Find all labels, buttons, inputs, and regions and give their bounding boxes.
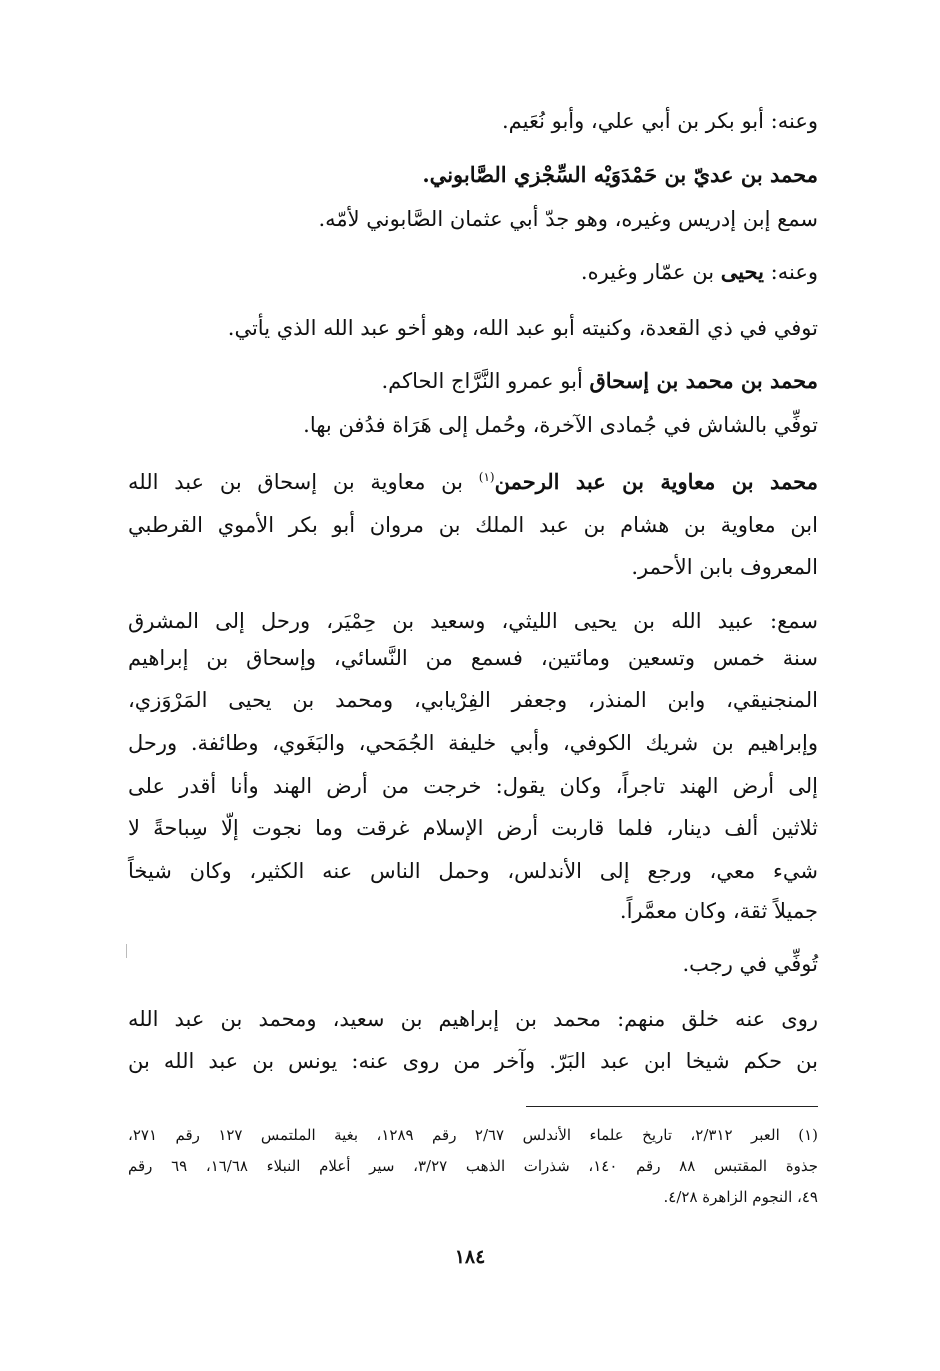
text-line-11: سمع: عبيد الله بن يحيى الليثي، وسعيد بن حِمْيَر، ورحل إلى المشرق: [128, 609, 818, 633]
entry-heading-ibn-adi: محمد بن عديّ بن حَمْدَوَيْه السِّجْزي الصَّابوني.: [422, 162, 818, 187]
text-line-19: تُوفِّي في رجب.: [682, 952, 818, 976]
footnote-line-2: جذوة المقتبس ٨٨ رقم ١٤٠، شذرات الذهب ٣/٢٧، سير أعلام النبلاء ١٦/٦٨، ٦٩ رقم: [128, 1157, 819, 1175]
text-line-14: وإبراهيم بن شريك الكوفي، وأبي خليفة الجُمَحي، والبَغَوي، وطائفة. ورحل: [128, 731, 818, 755]
footnote-divider: [526, 1106, 818, 1107]
entry-heading-ibn-muawiya: [128, 462, 818, 497]
footnote-line-3: ٤٩، النجوم الزاهرة ٤/٢٨.: [663, 1188, 818, 1206]
text-line-5: توفي في ذي القعدة، وكنيته أبو عبد الله، وهو أخو عبد الله الذي يأتي.: [227, 316, 818, 340]
text-line-16: ثلاثين ألف دينار، فلما قاربت أرض الإسلام غرقت وما نجوت إلّا سِباحةً لا: [128, 816, 818, 840]
text-line-20: روى عنه خلق منهم: محمد بن إبراهيم بن سعيد، ومحمد بن عبد الله: [128, 1007, 818, 1031]
text-line-4: [581, 257, 818, 287]
text-line-9: ابن معاوية بن هشام بن عبد الملك بن مروان أبو بكر الأموي القرطبي: [128, 513, 818, 537]
text-line-18: جميلاً ثقة، وكان معمَّراً.: [619, 899, 818, 923]
text-line-4-bold: يحيى: [720, 259, 764, 284]
text-line-17: شيء معي، ورجع إلى الأندلس، وحمل الناس عنه الكثير، وكان شيخاً: [128, 859, 818, 883]
text-line-4-prefix: وعنه:: [763, 260, 818, 284]
entry-heading-ibn-ishaq: [381, 366, 818, 396]
footnote-line-1: (١) العبر ٢/٣١٢، تاريخ علماء الأندلس ٢/٦٧ رقم ١٢٨٩، بغية الملتمس ١٢٧ رقم ٢٧١،: [128, 1126, 819, 1144]
page-number: ١٨٤: [454, 1246, 486, 1268]
text-line-10: المعروف بابن الأحمر.: [631, 555, 818, 579]
entry-heading-rest: أبو عمرو النَّرَّاج الحاكم.: [381, 369, 590, 393]
text-line-15: إلى أرض الهند تاجراً، وكان يقول: خرجت من أرض الهند وأنا أقدر على: [128, 774, 818, 798]
footnote-ref: (١): [478, 470, 495, 484]
text-line-1: وعنه: أبو بكر بن أبي علي، وأبو نُعَيم.: [501, 109, 818, 133]
text-line-13: المنجنيقي، وابن المنذر، وجعفر الفِرْيابي، ومحمد بن يحيى المَرْوَزي،: [128, 688, 818, 712]
text-line-7: توفِّي بالشاش في جُمادى الآخرة، وحُمل إلى هَرَاة فدُفن بها.: [303, 413, 818, 437]
entry-heading-tail: بن معاوية بن إسحاق بن عبد الله: [128, 470, 479, 494]
margin-mark: [126, 944, 127, 958]
text-line-4-rest: بن عمّار وغيره.: [580, 260, 721, 284]
text-line-12: سنة خمس وتسعين ومائتين، فسمع من النَّسائي، وإسحاق بن إبراهيم: [128, 646, 818, 670]
text-line-3: سمع إبن إدريس وغيره، وهو جدّ أبي عثمان الصَّابوني لأمّه.: [318, 207, 818, 231]
entry-name-ibn-muawiya: محمد بن معاوية بن عبد الرحمن: [494, 469, 818, 494]
text-line-21: بن حكم شيخا ابن عبد البَرّ. وآخر من روى عنه: يونس بن عبد الله بن: [128, 1049, 818, 1073]
entry-name-ibn-ishaq: محمد بن محمد بن إسحاق: [589, 368, 818, 393]
